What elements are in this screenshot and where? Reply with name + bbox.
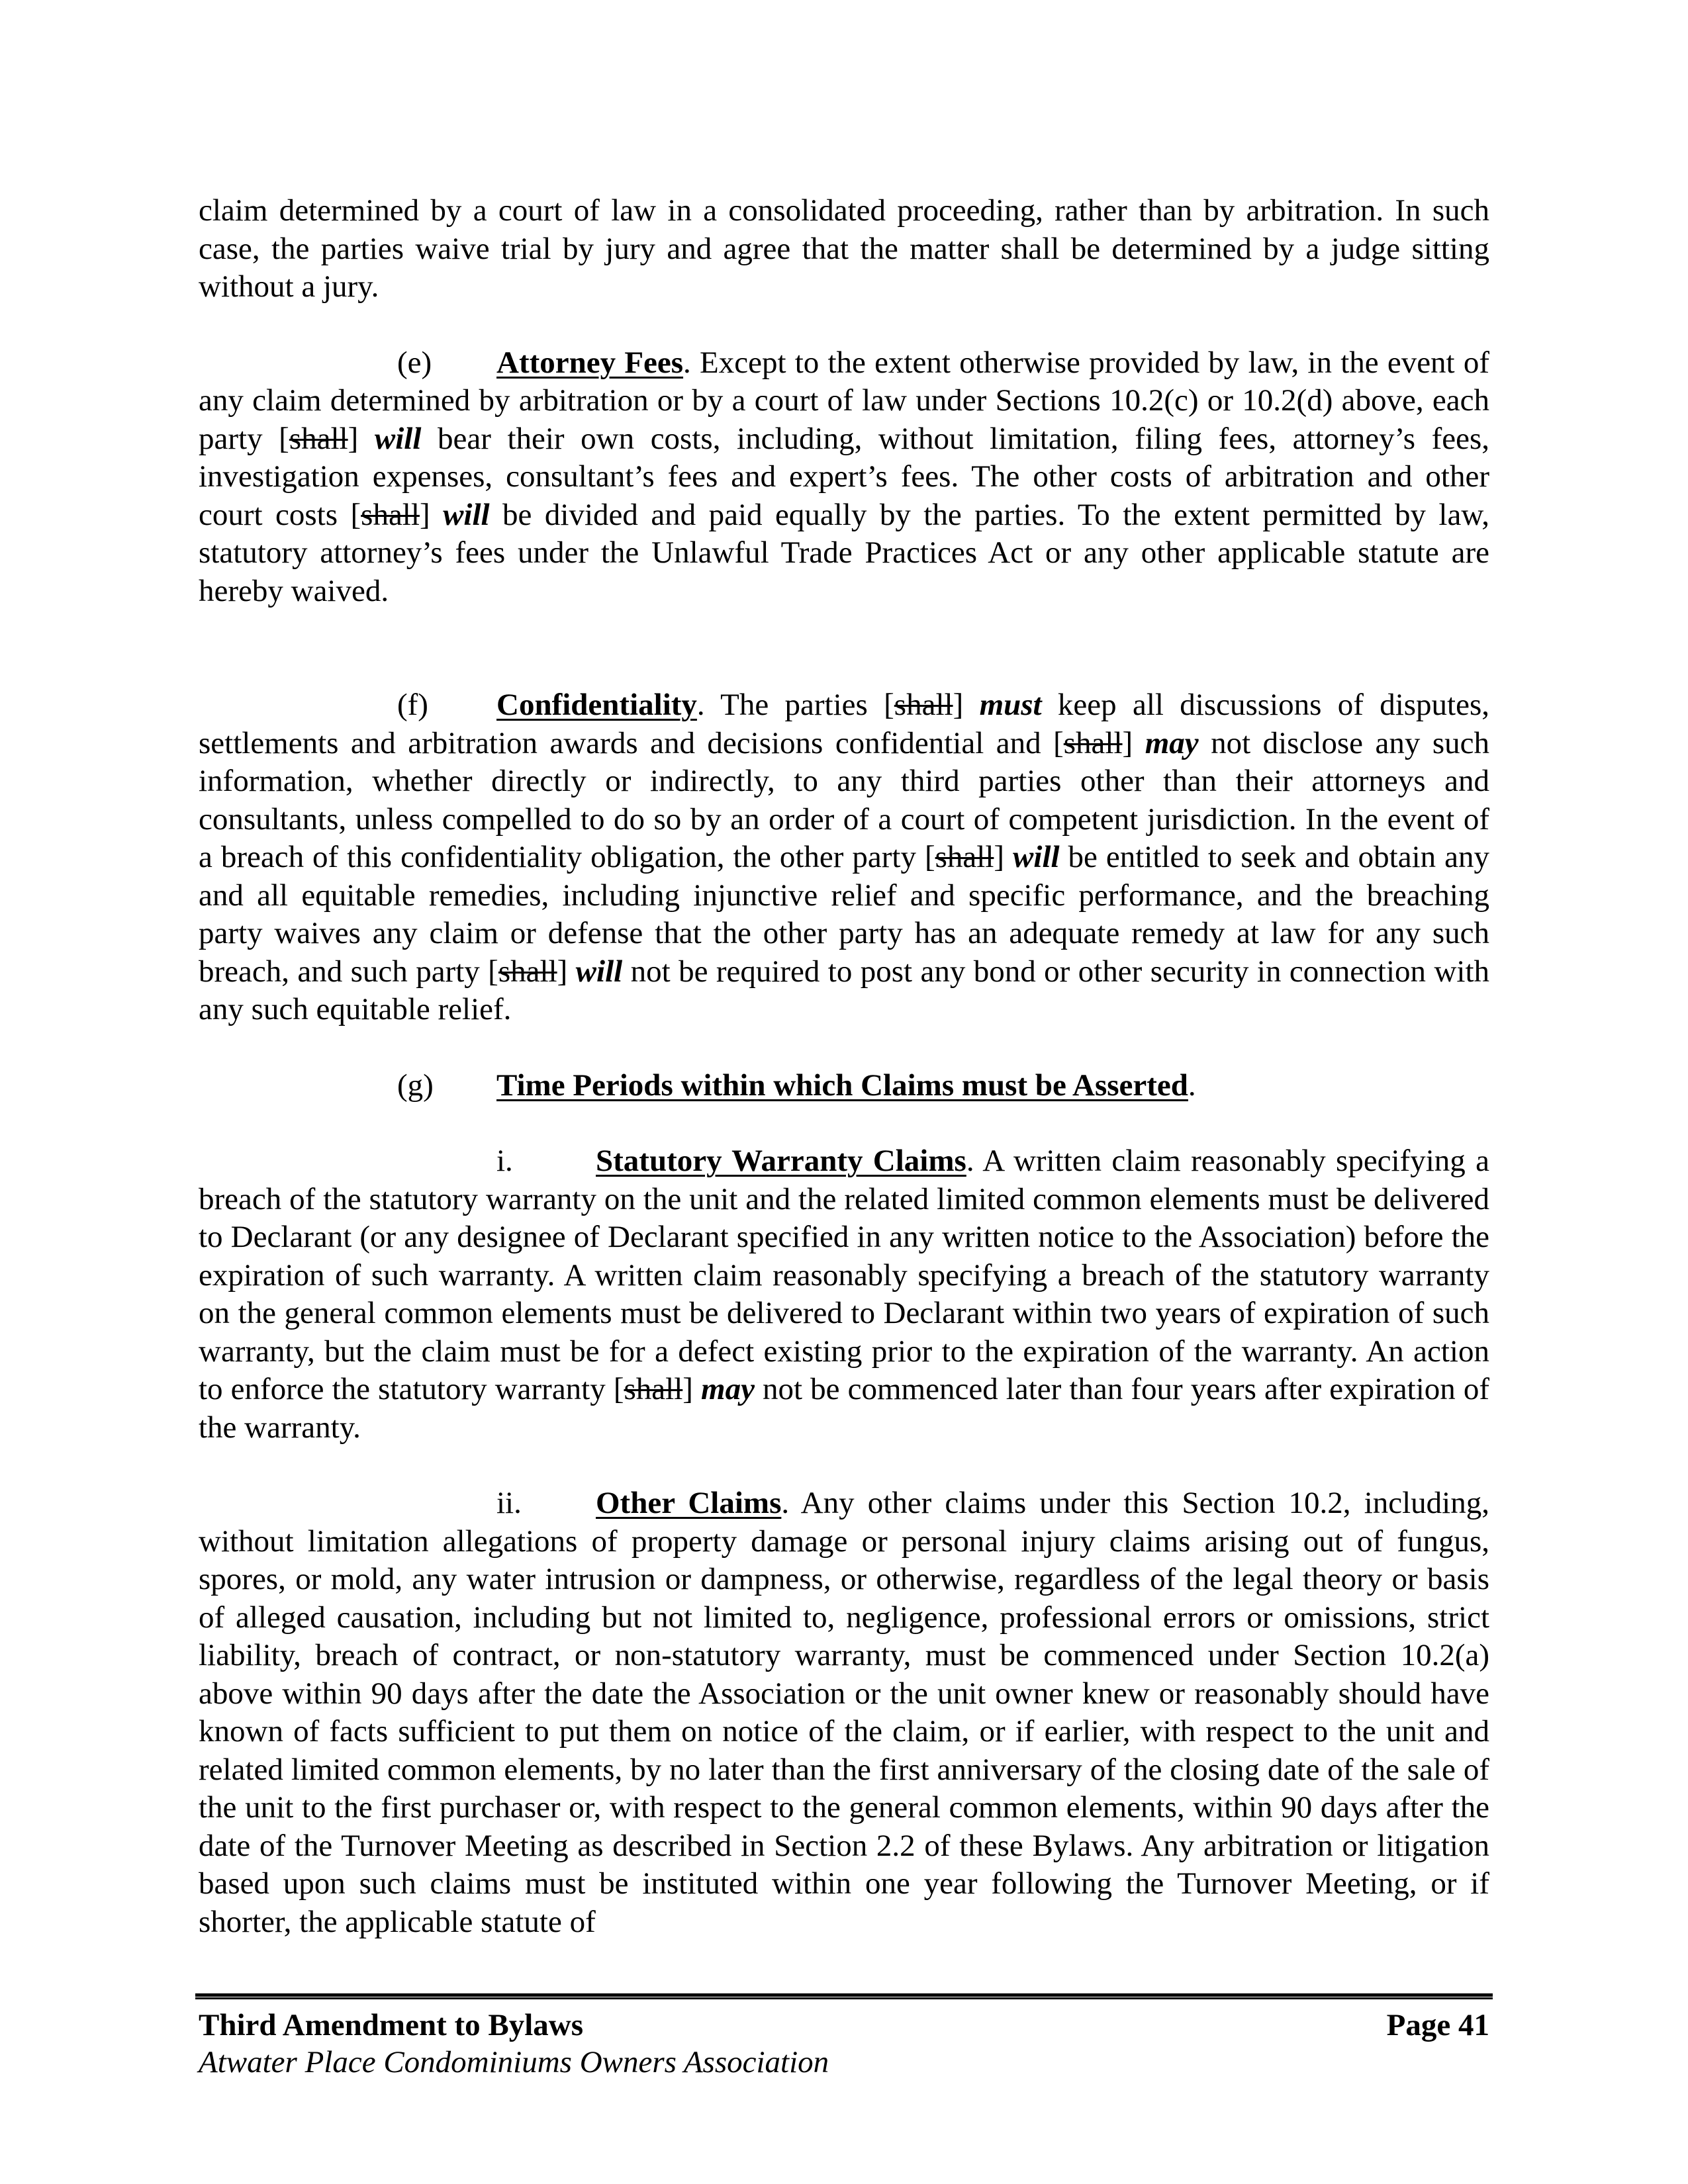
deleted-text: shall — [624, 1372, 683, 1406]
spacer — [199, 1447, 1489, 1484]
section-heading: Other Claims — [596, 1486, 782, 1520]
body-text: be entitled to seek and obtain any and all equitable remedies, including injunctive relief and specific performance, and the breaching party waives any claim or defense that the other party has an adequate remedy at law for any such breach, and such party [ — [199, 840, 1489, 989]
deleted-text: shall — [498, 954, 557, 989]
spacer — [199, 306, 1489, 344]
footer-page-number: Page 41 — [1386, 2008, 1489, 2042]
document-body — [199, 192, 1489, 1941]
section-marker: (e) — [397, 345, 432, 380]
body-text: . The parties [ — [696, 688, 894, 722]
deleted-text: shall — [361, 497, 420, 532]
inserted-text: will — [374, 421, 422, 456]
body-text: not be required to post any bond or other security in connection with any such equitable relief. — [199, 954, 1490, 1026]
deleted-text: shall — [289, 421, 348, 456]
inserted-text: must — [979, 688, 1042, 722]
section-heading: Attorney Fees — [496, 345, 684, 380]
inserted-text: will — [443, 497, 490, 532]
section-marker: i. — [496, 1144, 513, 1178]
section-g-ii-other-claims — [199, 1484, 1489, 1941]
body-text: ] — [348, 421, 375, 456]
body-text: not be commenced later than four years after expiration of the warranty. — [199, 1372, 1489, 1445]
continuation-paragraph: claim determined by a court of law in a consolidated proceeding, rather than by arbitration. In such case, the parties waive trial by jury and agree that the matter shall be determined by a judge sitting without a jury. — [199, 193, 1489, 304]
inserted-text: will — [575, 954, 623, 989]
body-text: be divided and paid equally by the parties. To the extent permitted by law, statutory attorney’s fees under the Unlawful Trade Practices Act or any other applicable statute are hereby waived. — [199, 497, 1489, 608]
footer-divider — [195, 1993, 1493, 1999]
body-text: bear their own costs, including, without limitation, filing fees, attorney’s fees, investigation expenses, consultant’s fees and expert’s fees. The other costs of arbitration and other court costs [ — [199, 421, 1489, 532]
inserted-text: will — [1013, 840, 1060, 874]
body-text: . — [1188, 1068, 1196, 1103]
spacer — [199, 610, 1489, 686]
deleted-text: shall — [1063, 725, 1123, 760]
section-marker: (g) — [397, 1068, 434, 1103]
body-text: ] — [1122, 725, 1145, 760]
body-text: ] — [953, 688, 980, 722]
section-heading: Time Periods within which Claims must be Asserted — [496, 1068, 1188, 1103]
deleted-text: shall — [935, 840, 994, 874]
body-text: not disclose any such information, whether directly or indirectly, to any third parties other than their attorneys and consultants, unless compelled to do so by an order of a court of competent jurisdiction. In the event of a breach of this confidentiality obligation, the other party [ — [199, 725, 1490, 874]
body-text: . Any other claims under this Section 10.2, including, without limitation allegations of property damage or personal injury claims arising out of fungus, spores, or mold, any water intrusion or dampness, or otherwise, regardless of the legal theory or basis of alleged causation, including but not limited to, negligence, professional errors or omissions, strict liability, breach of contract, or non-statutory warranty, must be commenced under Section 10.2(a) above within 90 days after the date the Association or the unit owner knew or reasonably should have known of facts sufficient to put them on notice of the claim, or if earlier, with respect to the unit and related limited common elements, by no later than the first anniversary of the closing date of the sale of the unit to the first purchaser or, with respect to the general common elements, within 90 days after the date of the Turnover Meeting as described in Section 2.2 of these Bylaws. Any arbitration or litigation based upon such claims must be instituted within one year following the Turnover Meeting, or if shorter, the applicable statute of — [199, 1486, 1489, 1939]
body-text: . A written claim reasonably specifying a breach of the statutory warranty on the unit and the related limited common elements must be delivered to Declarant (or any designee of Declarant specified in any written notice to the Association) before the expiration of such warranty. A written claim reasonably specifying a breach of the statutory warranty on the general common elements must be delivered to Declarant within two years of expiration of such warranty, but the claim must be for a defect existing prior to the expiration of the warranty. An action to enforce the statutory warranty [ — [199, 1144, 1489, 1406]
body-text: keep all discussions of disputes, settlements and arbitration awards and decisions confidential and [ — [199, 688, 1490, 760]
spacer — [199, 1105, 1489, 1142]
deleted-text: shall — [894, 688, 953, 722]
inserted-text: may — [1145, 725, 1199, 760]
body-text: ] — [557, 954, 576, 989]
footer — [199, 2007, 1489, 2044]
body-text: ] — [682, 1372, 702, 1406]
body-text: ] — [994, 840, 1013, 874]
section-heading: Confidentiality — [496, 688, 697, 722]
section-marker: (f) — [397, 688, 428, 722]
footer-association-name: Atwater Place Condominiums Owners Association — [199, 2045, 829, 2079]
section-g-i-statutory-warranty — [199, 1142, 1489, 1447]
inserted-text: may — [701, 1372, 755, 1406]
section-heading: Statutory Warranty Claims — [596, 1144, 966, 1178]
spacer — [199, 1029, 1489, 1067]
section-marker: ii. — [496, 1486, 522, 1520]
section-f-confidentiality — [199, 686, 1489, 1029]
section-g-time-periods — [199, 1067, 1489, 1105]
body-text: . Except to the extent otherwise provided by law, in the event of any claim determined by arbitration or by a court of law under Sections 10.2(c) or 10.2(d) above, each party [ — [199, 345, 1489, 456]
body-text: ] — [419, 497, 444, 532]
footer-document-title: Third Amendment to Bylaws — [199, 2008, 584, 2042]
section-e-attorney-fees — [199, 344, 1489, 611]
